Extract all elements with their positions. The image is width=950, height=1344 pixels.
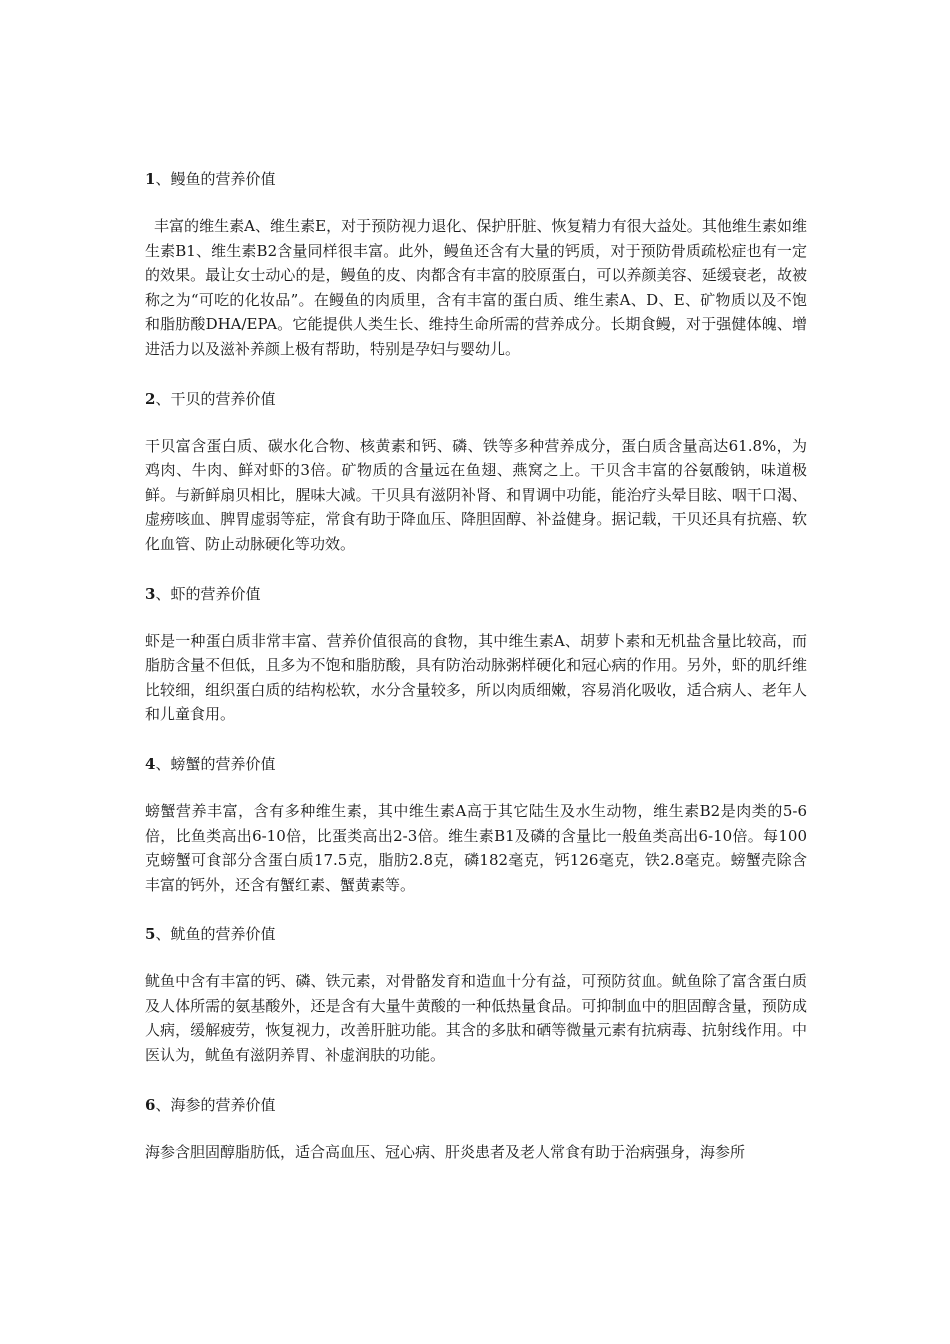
section-scallop <box>145 386 807 557</box>
section-number: 1 <box>145 170 156 188</box>
section-heading <box>145 166 807 192</box>
section-title: 、干贝的营养价值 <box>155 389 276 408</box>
section-eel <box>145 166 807 362</box>
section-title: 、鳗鱼的营养价值 <box>155 170 276 188</box>
section-body: 丰富的维生素A、维生素E，对于预防视力退化、保护肝脏、恢复精力有很大益处。其他维生素如维生素B1、维生素B2含量同样很丰富。此外，鳗鱼还含有大量的钙质，对于预防骨质疏松症也有一定的效果。最让女士动心的是，鳗鱼的皮、肉都含有丰富的胶原蛋白，可以养颜美容、延缓衰老，故被称之为“可吃的化妆品”。在鳗鱼的肉质里，含有丰富的蛋白质、维生素A、D、E、矿物质以及不饱和脂肪酸DHA/EPA。它能提供人类生长、维持生命所需的营养成分。长期食鳗，对于强健体魄、增进活力以及滋补养颜上极有帮助，特别是孕妇与婴幼儿。 <box>145 217 807 358</box>
section-number: 2 <box>145 389 156 408</box>
section-shrimp <box>145 581 807 727</box>
section-title: 、鱿鱼的营养价值 <box>155 925 276 944</box>
section-title: 、海参的营养价值 <box>155 1095 276 1114</box>
section-body: 螃蟹营养丰富，含有多种维生素，其中维生素A高于其它陆生及水生动物，维生素B2是肉类的5-6倍，比鱼类高出6-10倍，比蛋类高出2-3倍。维生素B1及磷的含量比一般鱼类高出6-10倍。每100克螃蟹可食部分含蛋白质17.5克，脂肪2.8克，磷182毫克，钙126毫克，铁2.8毫克。螃蟹壳除含丰富的钙外，还含有蟹红素、蟹黄素等。 <box>145 801 807 894</box>
section-crab <box>145 751 807 897</box>
section-heading <box>145 751 807 777</box>
document-page <box>145 166 807 1188</box>
section-heading <box>145 921 807 947</box>
section-title: 、螃蟹的营养价值 <box>155 754 276 773</box>
section-body: 海参含胆固醇脂肪低，适合高血压、冠心病、肝炎患者及老人常食有助于治病强身，海参所 <box>145 1142 746 1161</box>
section-squid <box>145 921 807 1067</box>
section-body: 鱿鱼中含有丰富的钙、磷、铁元素，对骨骼发育和造血十分有益，可预防贫血。鱿鱼除了富含蛋白质及人体所需的氨基酸外，还是含有大量牛黄酸的一种低热量食品。可抑制血中的胆固醇含量，预防成人病，缓解疲劳，恢复视力，改善肝脏功能。其含的多肽和硒等微量元素有抗病毒、抗射线作用。中医认为，鱿鱼有滋阴养胃、补虚润肤的功能。 <box>145 972 807 1065</box>
section-body: 干贝富含蛋白质、碳水化合物、核黄素和钙、磷、铁等多种营养成分，蛋白质含量高达61.8%，为鸡肉、牛肉、鲜对虾的3倍。矿物质的含量远在鱼翅、燕窝之上。干贝含丰富的谷氨酸钠，味道极鲜。与新鲜扇贝相比，腥味大减。干贝具有滋阴补肾、和胃调中功能，能治疗头晕目眩、咽干口渴、虚痨咳血、脾胃虚弱等症，常食有助于降血压、降胆固醇、补益健身。据记载，干贝还具有抗癌、软化血管、防止动脉硬化等功效。 <box>145 436 807 553</box>
section-heading <box>145 1092 807 1118</box>
section-sea-cucumber <box>145 1092 807 1165</box>
section-heading <box>145 581 807 607</box>
section-title: 、虾的营养价值 <box>155 584 261 603</box>
section-body: 虾是一种蛋白质非常丰富、营养价值很高的食物，其中维生素A、胡萝卜素和无机盐含量比较高，而脂肪含量不但低，且多为不饱和脂肪酸，具有防治动脉粥样硬化和冠心病的作用。另外，虾的肌纤维比较细，组织蛋白质的结构松软，水分含量较多，所以肉质细嫩，容易消化吸收，适合病人、老年人和儿童食用。 <box>145 631 807 724</box>
section-number: 5 <box>145 925 156 944</box>
section-number: 4 <box>145 754 156 773</box>
section-number: 3 <box>145 584 156 603</box>
section-heading <box>145 386 807 412</box>
section-number: 6 <box>145 1095 156 1114</box>
